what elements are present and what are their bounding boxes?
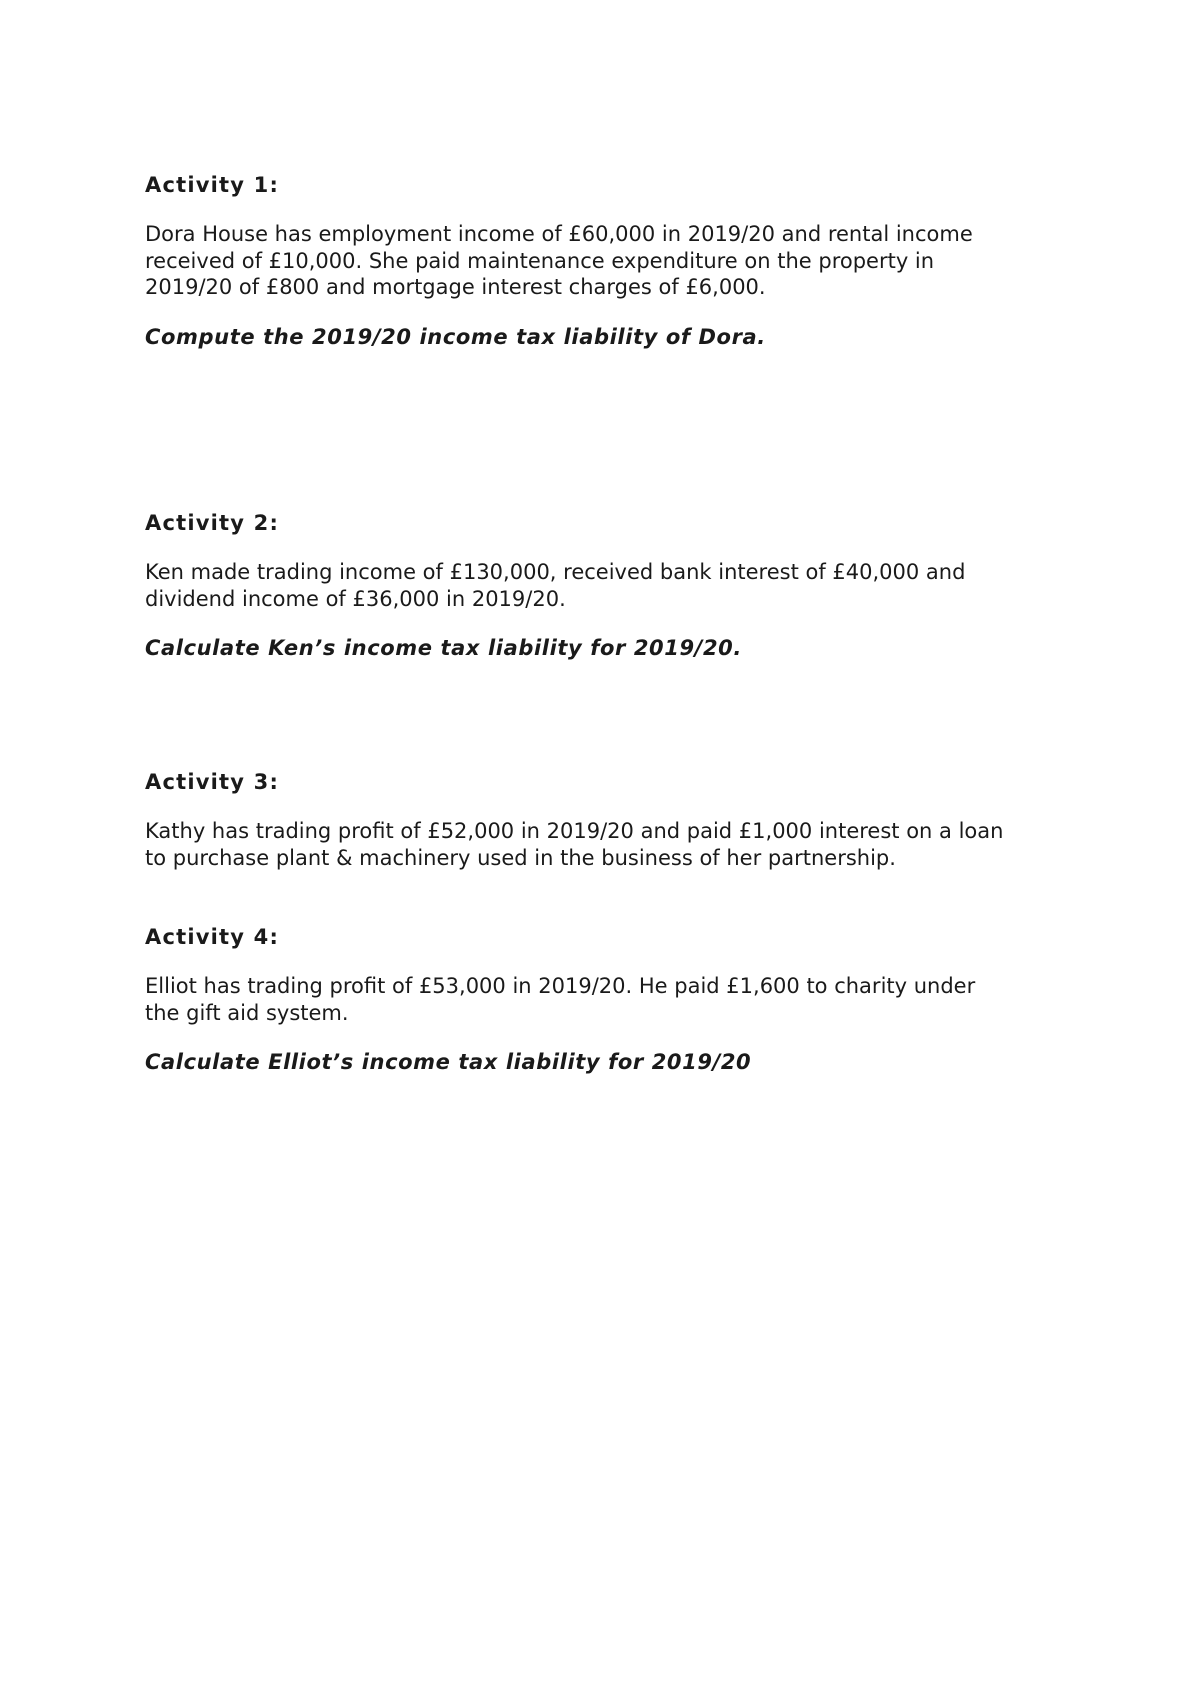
activity-2-task: Calculate Ken’s income tax liability for 2019/20.: [145, 636, 742, 660]
activity-1-task: Compute the 2019/20 income tax liability of Dora.: [145, 324, 766, 349]
activity-2-heading: Activity 2:: [145, 511, 280, 535]
activity-3-body: Kathy has trading profit of £52,000 in 2019/20 and paid £1,000 interest on a loan to purchase plant & machinery used in the business of her partnership.: [145, 819, 1004, 870]
activity-4-task: Calculate Elliot’s income tax liability for 2019/20: [145, 1050, 752, 1074]
activity-1-section: [145, 171, 1095, 351]
activity-2-section: [145, 509, 1095, 662]
activity-4-body: Elliot has trading profit of £53,000 in 2019/20. He paid £1,600 to charity under the gift aid system.: [145, 974, 976, 1025]
activity-2-body: Ken made trading income of £130,000, received bank interest of £40,000 and dividend income of £36,000 in 2019/20.: [145, 560, 966, 611]
activity-3-section: [145, 768, 1095, 871]
activity-4-section: [145, 923, 1095, 1076]
activity-1-heading: Activity 1:: [145, 173, 280, 197]
activity-4-heading: Activity 4:: [145, 925, 280, 949]
activity-3-heading: Activity 3:: [145, 770, 280, 794]
activity-1-body: Dora House has employment income of £60,000 in 2019/20 and rental income received of £10,000. She paid maintenance expenditure on the property in 2019/20 of £800 and mortgage interest charges of £6,000.: [145, 222, 973, 299]
